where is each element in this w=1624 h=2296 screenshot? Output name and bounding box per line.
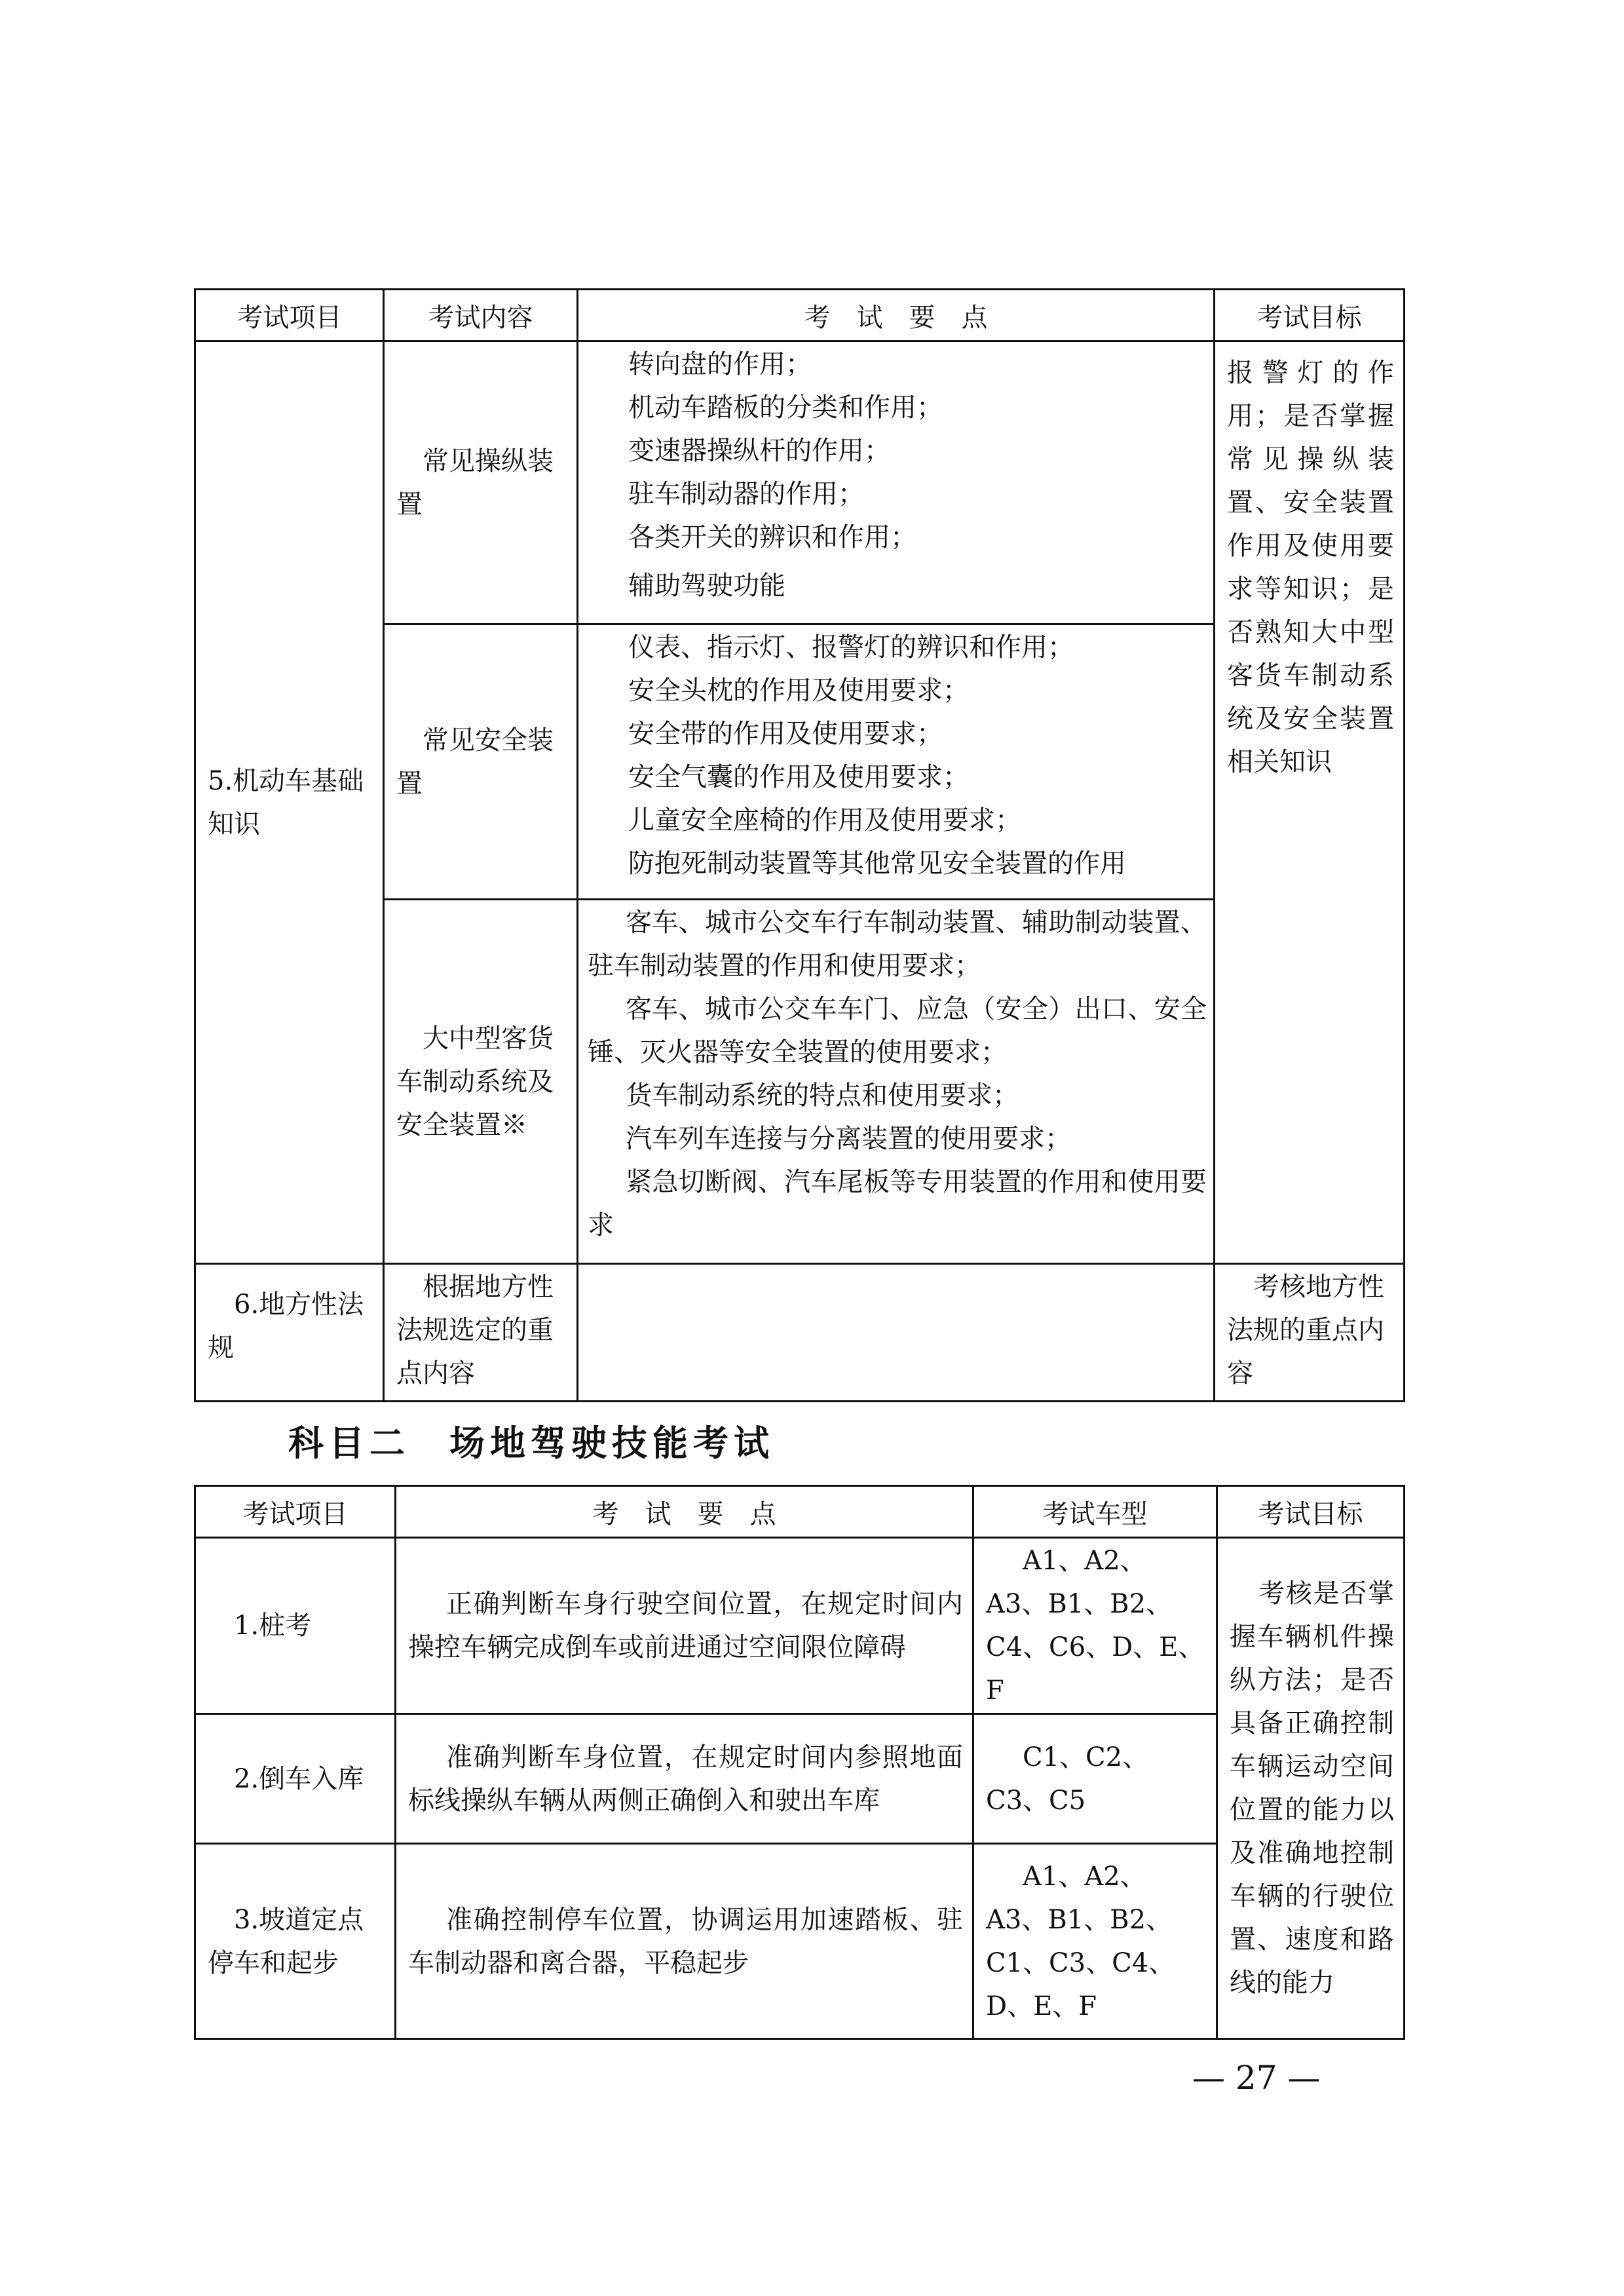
exam-content-table-subject-one <box>194 288 1405 1402</box>
points-heavy-vehicle-cell <box>578 900 1215 1264</box>
subject-two-goal-cell <box>1217 1538 1405 2039</box>
list-item: 紧急切断阀、汽车尾板等专用装置的作用和使用要求 <box>588 1167 1207 1240</box>
content-label: 常见安全装置 <box>396 725 554 799</box>
vehicles-cell <box>973 1714 1217 1844</box>
table-row <box>195 1264 1405 1402</box>
points-text: 准确判断车身位置，在规定时间内参照地面标线操纵车辆从两侧正确倒入和驶出车库 <box>408 1742 963 1816</box>
content-label: 常见操纵装置 <box>396 446 554 520</box>
header-exam-goal: 考试目标 <box>1215 290 1405 341</box>
table-header-row <box>195 1486 1405 1538</box>
section-title <box>288 1415 774 1466</box>
vehicles-cell <box>973 1538 1217 1714</box>
list-item: 防抱死制动装置等其他常见安全装置的作用 <box>628 849 1126 879</box>
section-title-part2: 场地驾驶技能考试 <box>449 1422 774 1464</box>
list-item: 货车制动系统的特点和使用要求； <box>626 1081 1019 1111</box>
list-item: 辅助驾驶功能 <box>628 571 785 601</box>
item-6-points-cell <box>578 1264 1215 1402</box>
item-label: 1.桩考 <box>234 1611 312 1641</box>
header-exam-points: 考 试 要 点 <box>578 290 1215 341</box>
points-safety-devices-cell <box>578 624 1215 900</box>
list-item: 仪表、指示灯、报警灯的辨识和作用； <box>628 632 1074 662</box>
list-item: 安全带的作用及使用要求； <box>628 719 943 749</box>
goal-text: 考核是否掌握车辆机件操纵方法；是否具备正确控制车辆运动空间位置的能力以及准确地控制车辆的行驶位置、速度和路线的能力 <box>1230 1578 1394 1998</box>
item-5-goal-cell <box>1215 341 1405 1264</box>
page-number: — 27 — <box>1192 2059 1321 2097</box>
header-vehicle-types: 考试车型 <box>973 1486 1217 1538</box>
header-exam-item: 考试项目 <box>195 290 384 341</box>
item-5-cell <box>195 341 384 1264</box>
list-item: 儿童安全座椅的作用及使用要求； <box>628 805 1021 835</box>
item-6-goal-cell <box>1215 1264 1405 1402</box>
item-6-goal: 考核地方性法规的重点内容 <box>1227 1272 1384 1388</box>
item-6-label: 6.地方性法规 <box>208 1290 364 1363</box>
points-text: 准确控制停车位置，协调运用加速踏板、驻车制动器和离合器，平稳起步 <box>408 1904 963 1978</box>
header-exam-points: 考 试 要 点 <box>396 1486 973 1538</box>
item-cell <box>195 1714 396 1844</box>
content-label: 大中型客货车制动系统及安全装置※ <box>396 1023 554 1140</box>
list-item: 客车、城市公交车车门、应急（安全）出口、安全锤、灭火器等安全装置的使用要求； <box>588 994 1207 1067</box>
points-cell <box>396 1844 973 2039</box>
list-item: 汽车列车连接与分离装置的使用要求； <box>626 1124 1071 1154</box>
list-item: 各类开关的辨识和作用； <box>628 522 916 552</box>
header-exam-goal: 考试目标 <box>1217 1486 1405 1538</box>
item-label: 2.倒车入库 <box>234 1763 364 1794</box>
content-safety-devices-cell <box>384 624 578 900</box>
item-cell <box>195 1844 396 2039</box>
table-row <box>195 341 1405 624</box>
points-cell <box>396 1538 973 1714</box>
section-title-part1: 科目二 <box>288 1422 410 1464</box>
list-item: 机动车踏板的分类和作用； <box>628 392 943 423</box>
item-6-cell <box>195 1264 384 1402</box>
vehicles-text: C1、C2、C3、C5 <box>986 1742 1149 1816</box>
list-item: 转向盘的作用； <box>628 349 812 379</box>
list-item: 变速器操纵杆的作用； <box>628 436 890 466</box>
goal-text: 报警灯的作用；是否掌握常见操纵装置、安全装置作用及使用要求等知识；是否熟知大中型客货车制动系统及安全装置相关知识 <box>1227 358 1394 777</box>
list-item: 安全气囊的作用及使用要求； <box>628 762 969 792</box>
list-item: 安全头枕的作用及使用要求； <box>628 676 969 706</box>
points-text: 正确判断车身行驶空间位置，在规定时间内操控车辆完成倒车或前进通过空间限位障碍 <box>408 1589 963 1662</box>
item-5-label: 5.机动车基础知识 <box>208 765 364 839</box>
header-exam-item: 考试项目 <box>195 1486 396 1538</box>
vehicles-text: A1、A2、A3、B1、B2、C4、C6、D、E、F <box>986 1546 1205 1706</box>
table-row <box>195 1538 1405 1714</box>
exam-content-table-subject-two <box>194 1485 1405 2040</box>
content-heavy-vehicle-cell <box>384 900 578 1264</box>
list-item: 客车、城市公交车行车制动装置、辅助制动装置、驻车制动装置的作用和使用要求； <box>588 908 1207 981</box>
points-cell <box>396 1714 973 1844</box>
item-6-content-cell <box>384 1264 578 1402</box>
table-header-row <box>195 290 1405 341</box>
content-operating-devices-cell <box>384 341 578 624</box>
item-cell <box>195 1538 396 1714</box>
points-operating-devices-cell <box>578 341 1215 624</box>
vehicles-text: A1、A2、A3、B1、B2、C1、C3、C4、D、E、F <box>986 1861 1175 2021</box>
list-item: 驻车制动器的作用； <box>628 479 864 509</box>
header-exam-content: 考试内容 <box>384 290 578 341</box>
item-6-content: 根据地方性法规选定的重点内容 <box>396 1272 554 1388</box>
vehicles-cell <box>973 1844 1217 2039</box>
item-label: 3.坡道定点停车和起步 <box>208 1904 364 1978</box>
